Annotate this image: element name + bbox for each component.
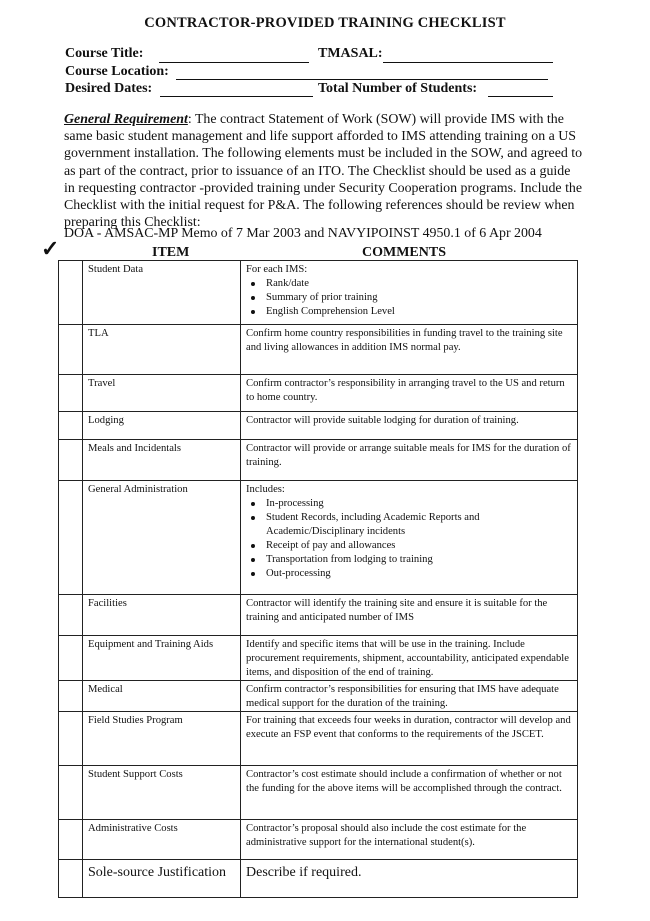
check-cell[interactable] (59, 860, 83, 898)
references-line: DOA - AMSAC-MP Memo of 7 Mar 2003 and NAVYIPOINST 4950.1 of 6 Apr 2004 (64, 226, 542, 241)
comment-cell: For training that exceeds four weeks in duration, contractor will develop and execute an FSP event that conforms to the requirements of the JSCET. (241, 712, 578, 766)
table-row (59, 440, 578, 481)
desired-dates-label: Desired Dates: (65, 81, 153, 96)
table-row (59, 636, 578, 681)
check-cell[interactable] (59, 595, 83, 636)
comment-cell: Confirm contractor’s responsibilities for ensuring that IMS have adequate medical support for the duration of the training. (241, 681, 578, 712)
table-row (59, 261, 578, 325)
course-title-label: Course Title: (65, 46, 144, 61)
comment-cell (241, 481, 578, 595)
list-item: Receipt of pay and allowances (246, 539, 572, 553)
list-item: Rank/date (246, 277, 572, 291)
table-row (59, 325, 578, 375)
comment-cell: Identify and specific items that will be use in the training. Include procurement requirements, shipment, accountability, anticipated expendable items, and disposition of the end of training. (241, 636, 578, 681)
item-cell: Facilities (83, 595, 241, 636)
item-cell: General Administration (83, 481, 241, 595)
comment-cell: Describe if required. (241, 860, 578, 898)
item-cell: Lodging (83, 412, 241, 440)
check-cell[interactable] (59, 766, 83, 820)
item-cell: Sole-source Justification (83, 860, 241, 898)
course-title-field[interactable] (159, 62, 309, 63)
check-cell[interactable] (59, 440, 83, 481)
comment-cell: Contractor will provide suitable lodging for duration of training. (241, 412, 578, 440)
check-cell[interactable] (59, 325, 83, 375)
item-cell: Meals and Incidentals (83, 440, 241, 481)
item-cell: Student Support Costs (83, 766, 241, 820)
general-requirement-heading: General Requirement (64, 112, 188, 127)
table-row (59, 712, 578, 766)
check-cell[interactable] (59, 261, 83, 325)
list-item: Transportation from lodging to training (246, 553, 572, 567)
item-cell: Administrative Costs (83, 820, 241, 860)
table-row (59, 820, 578, 860)
table-row (59, 481, 578, 595)
checklist-table (58, 260, 578, 898)
table-row (59, 860, 578, 898)
check-cell[interactable] (59, 375, 83, 412)
general-requirement-body: : The contract Statement of Work (SOW) will provide IMS with the same basic student management and life support afforded to IMS attending training on a US government installation. The following elements must be included in the SOW, and agreed to as part of the contract, prior to issuance of an ITO. The Checklist should be used as a guide in requesting contractor -provided training under Security Cooperation programs. Include the Checklist with the initial request for P&A. The following references should be review when preparing this Checklist: (64, 112, 583, 231)
list-item: Student Records, including Academic Reports and Academic/Disciplinary incidents (246, 511, 572, 539)
desired-dates-field[interactable] (160, 96, 313, 97)
total-students-label: Total Number of Students: (318, 81, 478, 96)
table-row (59, 766, 578, 820)
item-cell: Equipment and Training Aids (83, 636, 241, 681)
item-cell: Field Studies Program (83, 712, 241, 766)
table-row (59, 412, 578, 440)
total-students-field[interactable] (488, 96, 553, 97)
list-item: Out-processing (246, 567, 572, 581)
check-cell[interactable] (59, 712, 83, 766)
comment-cell: Contractor will provide or arrange suitable meals for IMS for the duration of training. (241, 440, 578, 481)
check-cell[interactable] (59, 636, 83, 681)
tmasal-field[interactable] (383, 62, 553, 63)
general-requirement-paragraph (64, 111, 584, 231)
tmasal-label: TMASAL: (318, 46, 383, 61)
comment-cell: Confirm contractor’s responsibility in arranging travel to the US and return to home country. (241, 375, 578, 412)
item-cell: TLA (83, 325, 241, 375)
course-location-label: Course Location: (65, 64, 169, 79)
document-title: CONTRACTOR-PROVIDED TRAINING CHECKLIST (144, 15, 506, 31)
table-row (59, 681, 578, 712)
item-cell: Medical (83, 681, 241, 712)
list-item: English Comprehension Level (246, 305, 572, 319)
course-location-field[interactable] (176, 79, 548, 80)
check-cell[interactable] (59, 820, 83, 860)
bullet-list (246, 277, 572, 319)
comment-cell: Contractor’s proposal should also include the cost estimate for the administrative support for the international student(s). (241, 820, 578, 860)
comments-column-header: COMMENTS (362, 245, 446, 260)
check-cell[interactable] (59, 412, 83, 440)
item-cell: Travel (83, 375, 241, 412)
comment-cell: Confirm home country responsibilities in funding travel to the training site and living allowances in addition IMS normal pay. (241, 325, 578, 375)
comment-cell: Contractor’s cost estimate should include a confirmation of whether or not the funding for the above items will be accomplished through the contract. (241, 766, 578, 820)
list-item: Summary of prior training (246, 291, 572, 305)
comment-text: Includes: (246, 484, 285, 495)
table-row (59, 375, 578, 412)
comment-cell: Contractor will identify the training site and ensure it is suitable for the training and anticipated number of IMS (241, 595, 578, 636)
comment-cell (241, 261, 578, 325)
list-item: In-processing (246, 497, 572, 511)
check-cell[interactable] (59, 681, 83, 712)
check-cell[interactable] (59, 481, 83, 595)
bullet-list (246, 497, 572, 581)
item-cell: Student Data (83, 261, 241, 325)
comment-text: For each IMS: (246, 264, 308, 275)
table-row (59, 595, 578, 636)
item-column-header: ITEM (152, 245, 190, 260)
check-mark-icon: ✓ (41, 236, 60, 261)
